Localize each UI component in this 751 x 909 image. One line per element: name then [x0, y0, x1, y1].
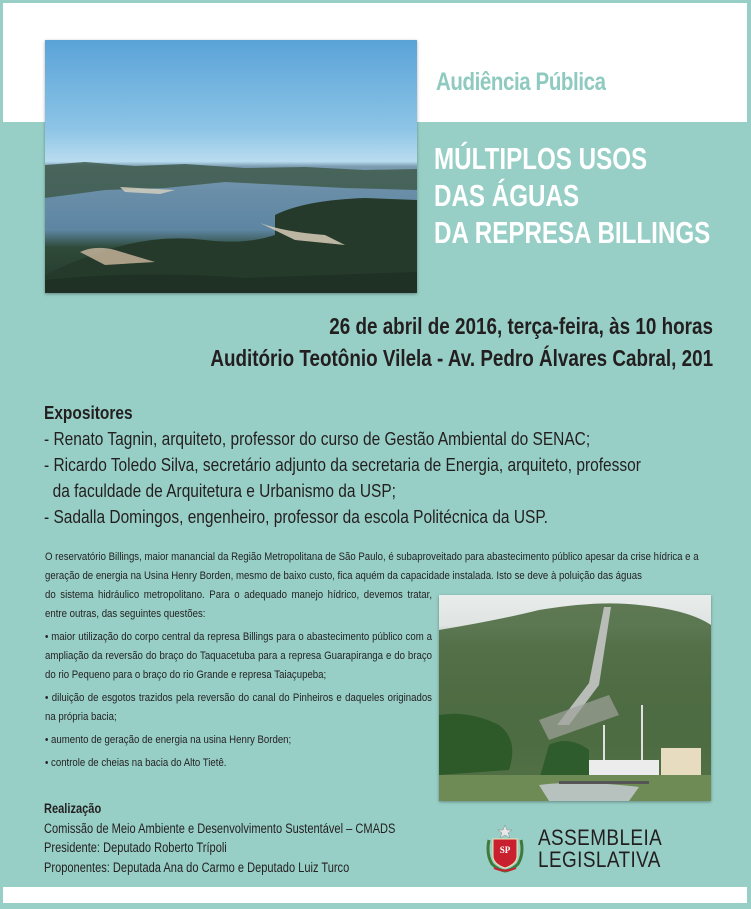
logo-line-2: LEGISLATIVA — [538, 847, 661, 872]
speaker-item: - Sadalla Domingos, engenheiro, professor da escola Politécnica da USP. — [44, 507, 548, 527]
credits-section — [44, 799, 395, 877]
speakers-heading: Expositores — [44, 403, 133, 423]
organizer-line: Comissão de Meio Ambiente e Desenvolvimento Sustentável – CMADS — [44, 820, 396, 836]
issue-bullet: • aumento de geração de energia na usina Henry Borden; — [45, 734, 292, 746]
issue-bullet: • diluição de esgotos trazidos pela reversão do canal do Pinheiros e daqueles originados na própria bacia; — [45, 692, 432, 723]
svg-text:SP: SP — [499, 845, 511, 855]
speaker-item: - Ricardo Toledo Silva, secretário adjunto da secretaria de Energia, arquiteto, professor — [44, 455, 641, 475]
power-plant-photo — [439, 595, 711, 801]
title-line-2: DAS ÁGUAS — [434, 178, 580, 213]
title-line-1: MÚLTIPLOS USOS — [434, 141, 648, 176]
title-line-3: DA REPRESA BILLINGS — [434, 215, 711, 250]
reservoir-aerial-photo — [45, 40, 417, 293]
speaker-item-continuation: da faculdade de Arquitetura e Urbanismo da USP; — [44, 481, 396, 501]
description-intro-continued: do sistema hidráulico metropolitano. Para o adequado manejo hídrico, devemos tratar, entre outras, das seguintes questões: — [45, 589, 432, 620]
assembleia-legislativa-logo — [484, 824, 704, 874]
issue-bullet: • controle de cheias na bacia do Alto Tietê. — [45, 757, 227, 769]
event-title — [434, 140, 710, 251]
president-line: Presidente: Deputado Roberto Trípoli — [44, 840, 227, 855]
speaker-item: - Renato Tagnin, arquiteto, professor do curso de Gestão Ambiental do SENAC; — [44, 429, 591, 449]
proponents-line: Proponentes: Deputada Ana do Carmo e Deputado Luiz Turco — [44, 859, 350, 875]
event-type-subtitle: Audiência Pública — [436, 68, 606, 96]
logo-line-1: ASSEMBLEIA — [538, 825, 663, 850]
sao-paulo-crest-icon — [484, 824, 526, 874]
credits-heading: Realização — [44, 801, 102, 816]
event-location: Auditório Teotônio Vilela - Av. Pedro Álvares Cabral, 201 — [210, 345, 713, 371]
footer-white-band — [3, 887, 747, 903]
speakers-section — [44, 400, 641, 530]
logo-wordmark — [538, 827, 662, 871]
issue-bullet: • maior utilização do corpo central da represa Billings para o abastecimento público com a ampliação da reversão do braço do Taquacetuba para a represa Guarapiranga e do braço do rio Pequeno para o braço do rio Grande e represa Taiaçupeba; — [45, 631, 432, 681]
event-date: 26 de abril de 2016, terça-feira, às 10 horas — [329, 313, 713, 339]
description-intro: O reservatório Billings, maior manancial da Região Metropolitana de São Paulo, é subaproveitado para abastecimento público apesar da crise hídrica e a geração de energia na Usina Henry Borden, mesmo de baixo custo, fica aquém da capacidade instalada. Isto se deve à poluição das águas — [45, 551, 699, 582]
